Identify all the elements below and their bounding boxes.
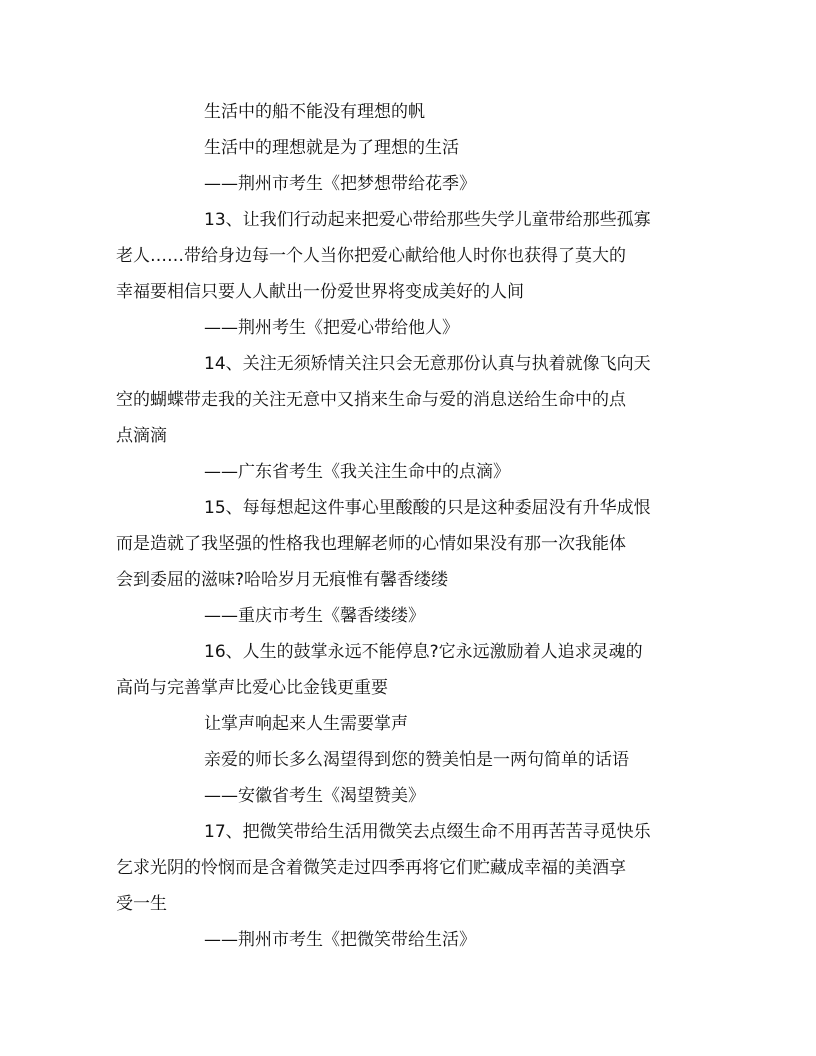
text-line: ——荆州考生《把爱心带给他人》 bbox=[204, 318, 459, 338]
text-line: 15、每每想起这件事心里酸酸的只是这种委屈没有升华成恨 bbox=[204, 498, 651, 518]
text-line: 受一生 bbox=[116, 894, 167, 914]
text-line: 生活中的理想就是为了理想的生活 bbox=[204, 138, 459, 158]
text-line: 13、让我们行动起来把爱心带给那些失学儿童带给那些孤寡 bbox=[204, 210, 651, 230]
text-line: 会到委屈的滋味?哈哈岁月无痕惟有馨香缕缕 bbox=[116, 570, 449, 590]
document-body bbox=[116, 94, 700, 958]
text-line: ——荆州市考生《把微笑带给生活》 bbox=[204, 930, 476, 950]
text-line: ——荆州市考生《把梦想带给花季》 bbox=[204, 174, 476, 194]
text-line: ——重庆市考生《馨香缕缕》 bbox=[204, 606, 425, 626]
text-line: 空的蝴蝶带走我的关注无意中又捎来生命与爱的消息送给生命中的点 bbox=[116, 390, 626, 410]
text-line: 让掌声响起来人生需要掌声 bbox=[204, 714, 408, 734]
text-line: 乞求光阴的怜悯而是含着微笑走过四季再将它们贮藏成幸福的美酒享 bbox=[116, 858, 626, 878]
text-line: ——安徽省考生《渴望赞美》 bbox=[204, 786, 425, 806]
text-line: 高尚与完善掌声比爱心比金钱更重要 bbox=[116, 678, 388, 698]
text-line: 17、把微笑带给生活用微笑去点缀生命不用再苦苦寻觅快乐 bbox=[204, 822, 651, 842]
text-line: 点滴滴 bbox=[116, 426, 167, 446]
text-line: 老人……带给身边每一个人当你把爱心献给他人时你也获得了莫大的 bbox=[116, 246, 626, 266]
text-line: 而是造就了我坚强的性格我也理解老师的心情如果没有那一次我能体 bbox=[116, 534, 626, 554]
text-line: 幸福要相信只要人人献出一份爱世界将变成美好的人间 bbox=[116, 282, 524, 302]
text-line: 16、人生的鼓掌永远不能停息?它永远激励着人追求灵魂的 bbox=[204, 642, 643, 662]
text-line: 生活中的船不能没有理想的帆 bbox=[204, 102, 425, 122]
text-line: ——广东省考生《我关注生命中的点滴》 bbox=[204, 462, 510, 482]
text-line: 亲爱的师长多么渴望得到您的赞美怕是一两句简单的话语 bbox=[204, 750, 629, 770]
text-line: 14、关注无须矫情关注只会无意那份认真与执着就像飞向天 bbox=[204, 354, 651, 374]
